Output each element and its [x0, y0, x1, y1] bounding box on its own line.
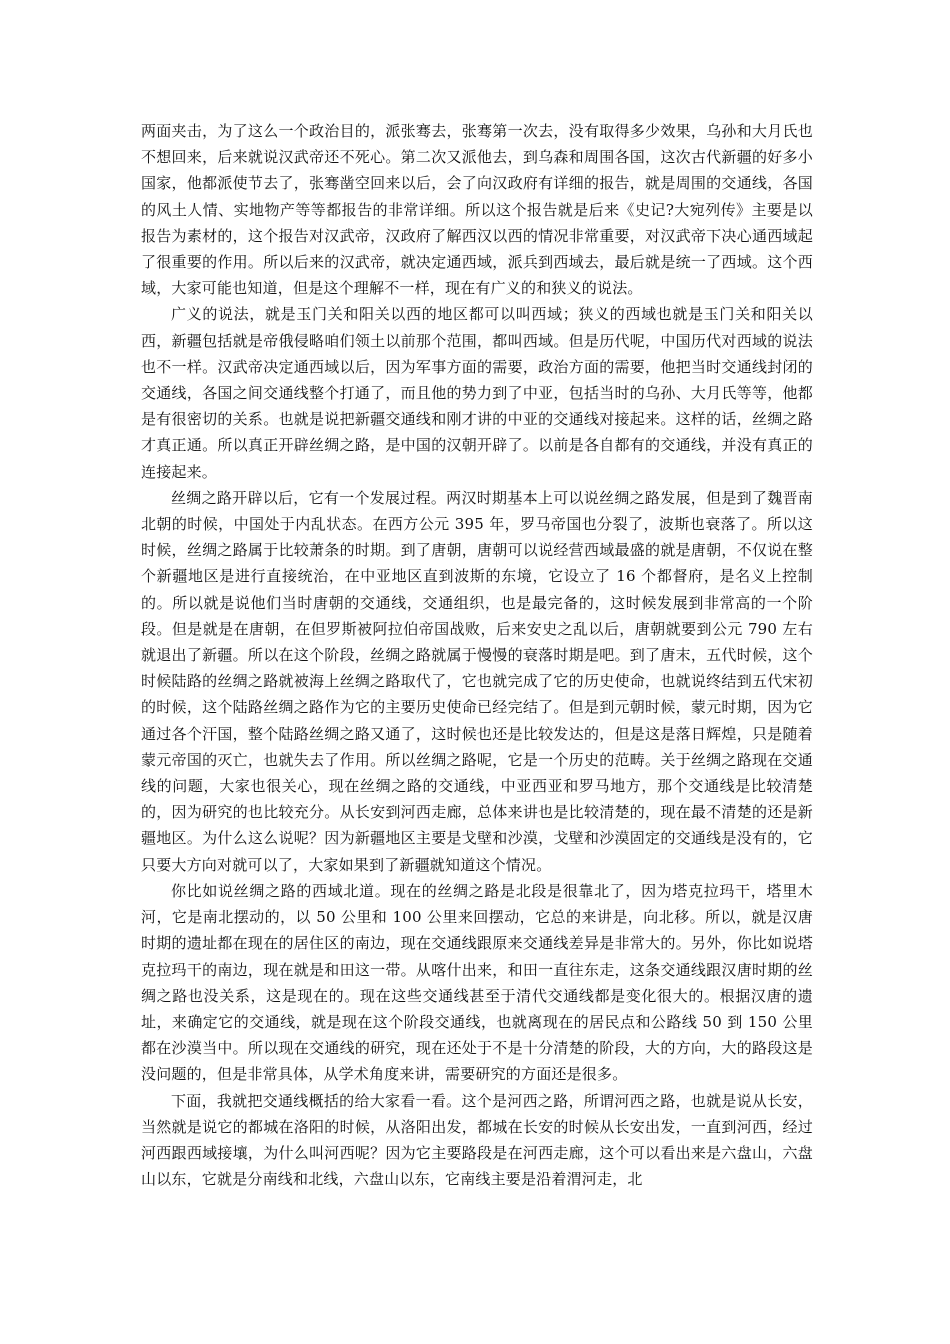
- paragraph-2: 广义的说法，就是玉门关和阳关以西的地区都可以叫西域；狭义的西域也就是玉门关和阳关以西，新疆包括就是帝俄侵略咱们领土以前那个范围，都叫西域。但是历代呢，中国历代对西域的说法也不一样。汉武帝决定通西域以后，因为军事方面的需要，政治方面的需要，他把当时交通线封闭的交通线，各国之间交通线整个打通了，而且他的势力到了中亚，包括当时的乌孙、大月氏等等，他都是有很密切的关系。也就是说把新疆交通线和刚才讲的中亚的交通线对接起来。这样的话，丝绸之路才真正通。所以真正开辟丝绸之路，是中国的汉朝开辟了。以前是各自都有的交通线，并没有真正的连接起来。: [141, 305, 813, 481]
- paragraph-3: 丝绸之路开辟以后，它有一个发展过程。两汉时期基本上可以说丝绸之路发展，但是到了魏晋南北朝的时候，中国处于内乱状态。在西方公元 395 年，罗马帝国也分裂了，波斯也衰落了。所以这时候，丝绸之路属于比较萧条的时期。到了唐朝，唐朝可以说经营西域最盛的就是唐朝，不仅说在整个新疆地区是进行直接统治，在中亚地区直到波斯的东境，它设立了 16 个都督府，是名义上控制的。所以就是说他们当时唐朝的交通线，交通组织，也是最完备的，这时候发展到非常高的一个阶段。但是就是在唐朝，在但罗斯被阿拉伯帝国战败，后来安史之乱以后，唐朝就要到公元 790 左右就退出了新疆。所以在这个阶段，丝绸之路就属于慢慢的衰落时期是吧。到了唐末，五代时候，这个时候陆路的丝绸之路就被海上丝绸之路取代了，它也就完成了它的历史使命，也就说终结到五代宋初的时候，这个陆路丝绸之路作为它的主要历史使命已经完结了。但是到元朝时候，蒙元时期，因为它通过各个汗国，整个陆路丝绸之路又通了，这时候也还是比较发达的，但是这是落日辉煌，只是随着蒙元帝国的灭亡，也就失去了作用。所以丝绸之路呢，它是一个历史的范畴。关于丝绸之路现在交通线的问题，大家也很关心，现在丝绸之路的交通线，中亚西亚和罗马地方，那个交通线是比较清楚的，因为研究的也比较充分。从长安到河西走廊，总体来讲也是比较清楚的，现在最不清楚的还是新疆地区。为什么这么说呢？因为新疆地区主要是戈壁和沙漠，戈壁和沙漠固定的交通线是没有的，它只要大方向对就可以了，大家如果到了新疆就知道这个情况。: [141, 488, 813, 874]
- document-page: [141, 118, 813, 1192]
- paragraph-1: 两面夹击，为了这么一个政治目的，派张骞去，张骞第一次去，没有取得多少效果，乌孙和大月氏也不想回来，后来就说汉武帝还不死心。第二次又派他去，到乌森和周围各国，这次古代新疆的好多小国家，他都派使节去了，张骞凿空回来以后，会了向汉政府有详细的报告，就是周围的交通线，各国的风土人情、实地物产等等都报告的非常详细。所以这个报告就是后来《史记?大宛列传》主要是以报告为素材的，这个报告对汉武帝，汉政府了解西汉以西的情况非常重要，对汉武帝下决心通西域起了很重要的作用。所以后来的汉武帝，就决定通西域，派兵到西域去，最后就是统一了西域。这个西域，大家可能也知道，但是这个理解不一样，现在有广义的和狭义的说法。: [141, 122, 813, 298]
- paragraph-4: 你比如说丝绸之路的西域北道。现在的丝绸之路是北段是很靠北了，因为塔克拉玛干，塔里木河，它是南北摆动的，以 50 公里和 100 公里来回摆动，它总的来讲是，向北移。所以，就是汉唐时期的遗址都在现在的居住区的南边，现在交通线跟原来交通线差异是非常大的。另外，你比如说塔克拉玛干的南边，现在就是和田这一带。从喀什出来，和田一直往东走，这条交通线跟汉唐时期的丝绸之路也没关系，这是现在的。现在这些交通线甚至于清代交通线都是变化很大的。根据汉唐的遗址，来确定它的交通线，就是现在这个阶段交通线，也就离现在的居民点和公路线 50 到 150 公里都在沙漠当中。所以现在交通线的研究，现在还处于不是十分清楚的阶段，大的方向，大的路段这是没问题的，但是非常具体，从学术角度来讲，需要研究的方面还是很多。: [141, 881, 813, 1084]
- paragraph-5: 下面，我就把交通线概括的给大家看一看。这个是河西之路，所谓河西之路，也就是说从长安，当然就是说它的都城在洛阳的时候，从洛阳出发，都城在长安的时候从长安出发，一直到河西，经过河西跟西域接壤，为什么叫河西呢？因为它主要路段是在河西走廊，这个可以看出来是六盘山，六盘山以东，它就是分南线和北线，六盘山以东，它南线主要是沿着渭河走，北: [141, 1091, 813, 1189]
